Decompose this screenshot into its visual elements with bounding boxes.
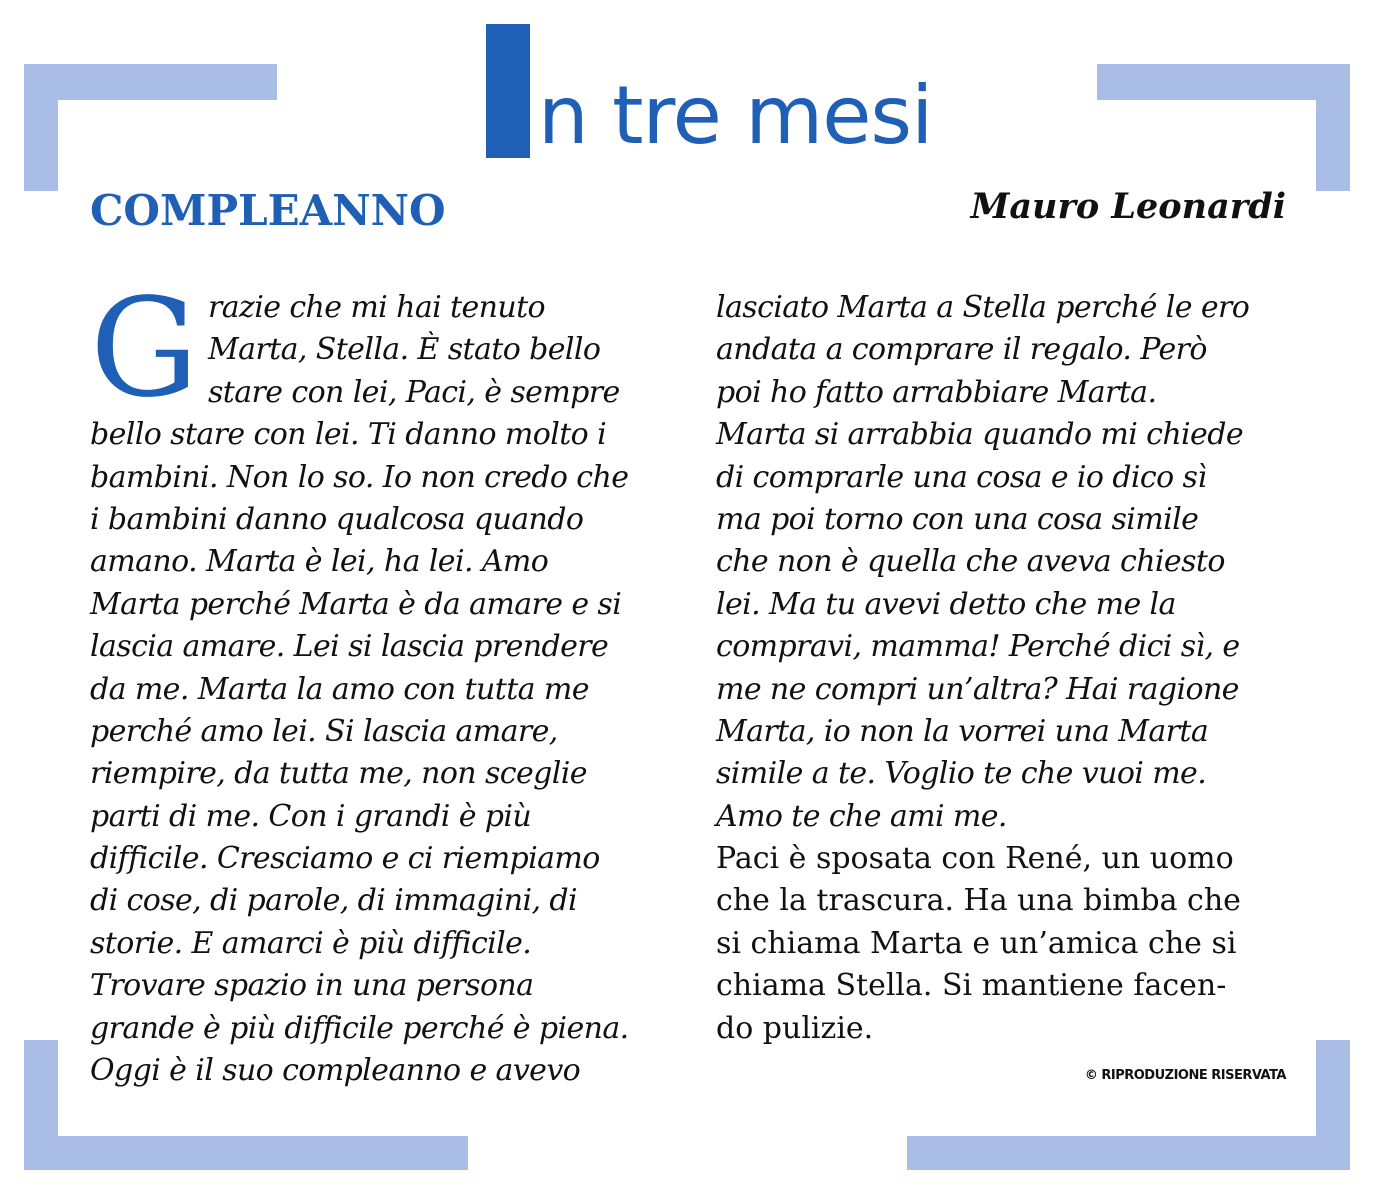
article-line: Paci è sposata con René, un uomo [716, 841, 1234, 877]
article-column-right [716, 287, 1296, 1050]
article-line: storie. E amarci è più difficile. [90, 925, 532, 961]
article-line: di cose, di parole, di immagini, di [90, 883, 577, 919]
article-line: perché amo lei. Si lascia amare, [90, 713, 558, 749]
article-line: difficile. Cresciamo e ci riempiamo [90, 841, 600, 877]
section-label: COMPLEANNO [90, 186, 446, 235]
corner-bracket-top-right-vertical [1316, 64, 1350, 191]
article-line: bello stare con lei. Ti danno molto i [90, 417, 607, 453]
article-line: di comprarle una cosa e io dico sì [716, 459, 1207, 495]
corner-bracket-bottom-right-vertical [1316, 1040, 1350, 1170]
author-name: Mauro Leonardi [970, 186, 1286, 227]
article-line: compravi, mamma! Perché dici sì, e [716, 629, 1240, 665]
article-column-left [90, 270, 670, 1092]
headline [486, 18, 933, 162]
corner-bracket-bottom-left-vertical [24, 1040, 58, 1170]
article-line: lascia amare. Lei si lascia prendere [90, 629, 609, 665]
article-line: me ne compri un’altra? Hai ragione [716, 671, 1239, 707]
corner-bracket-top-left-vertical [24, 64, 58, 191]
corner-bracket-bottom-right [907, 1136, 1350, 1170]
article-line: chiama Stella. Si mantiene facen- [716, 968, 1227, 1004]
article-line: si chiama Marta e un’amica che si [716, 925, 1237, 961]
corner-bracket-top-left [24, 64, 277, 100]
article-line: simile a te. Voglio te che vuoi me. [716, 756, 1207, 792]
article-line: i bambini danno qualcosa quando [90, 501, 584, 537]
article-line: Trovare spazio in una persona [90, 968, 534, 1004]
article-line: Marta si arrabbia quando mi chiede [716, 417, 1243, 453]
article-line: andata a comprare il regalo. Però [716, 332, 1207, 368]
article-line: grande è più difficile perché è piena. [90, 1010, 629, 1046]
article-line: che la trascura. Ha una bimba che [716, 883, 1241, 919]
article-line: Marta, io non la vorrei una Marta [716, 713, 1209, 749]
article-line: riempire, da tutta me, non sceglie [90, 756, 587, 792]
article-line: Marta, Stella. È stato bello [208, 332, 601, 368]
article-line: lei. Ma tu avevi detto che me la [716, 586, 1176, 622]
article-line: amano. Marta è lei, ha lei. Amo [90, 544, 549, 580]
article-line: ma poi torno con una cosa simile [716, 501, 1199, 537]
article-line: lasciato Marta a Stella perché le ero [716, 290, 1250, 325]
article-line: da me. Marta la amo con tutta me [90, 671, 589, 707]
headline-text: n tre mesi [538, 69, 933, 162]
article-line: Marta perché Marta è da amare e si [90, 586, 622, 622]
article-line: poi ho fatto arrabbiare Marta. [716, 374, 1157, 410]
article-line: bambini. Non lo so. Io non credo che [90, 459, 629, 495]
headline-initial-bar [486, 24, 530, 158]
corner-bracket-top-right [1097, 64, 1350, 100]
article-line: do pulizie. [716, 1010, 874, 1046]
article-line: Oggi è il suo compleanno e avevo [90, 1053, 581, 1089]
copyright-notice: © RIPRODUZIONE RISERVATA [1084, 1068, 1286, 1083]
drop-cap: G [90, 270, 199, 428]
article-line: che non è quella che aveva chiesto [716, 544, 1225, 580]
article-line: stare con lei, Paci, è sempre [208, 374, 620, 410]
article-line-text: razie che mi hai tenuto [208, 290, 546, 325]
article-line: parti di me. Con i grandi è più [90, 798, 532, 834]
corner-bracket-bottom-left [24, 1136, 468, 1170]
article-line: Amo te che ami me. [716, 798, 1007, 834]
